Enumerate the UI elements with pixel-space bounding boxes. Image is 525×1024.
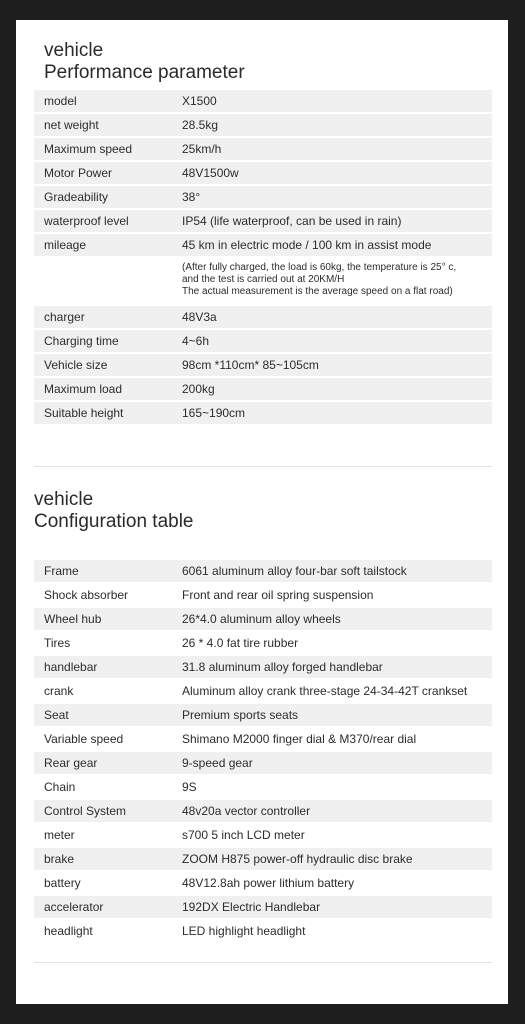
- row-label: Rear gear: [44, 756, 98, 770]
- row-value: 25km/h: [182, 142, 222, 156]
- configuration-table: [34, 560, 492, 944]
- table-row: [34, 752, 492, 774]
- row-value: IP54 (life waterproof, can be used in rain): [182, 214, 402, 228]
- row-value: 192DX Electric Handlebar: [182, 900, 321, 914]
- row-label: meter: [44, 828, 75, 842]
- table-row: [34, 872, 492, 894]
- row-label: Wheel hub: [44, 612, 102, 626]
- row-label: charger: [44, 310, 85, 324]
- table-row: [34, 848, 492, 870]
- row-label: brake: [44, 852, 75, 866]
- row-value: 26*4.0 aluminum alloy wheels: [182, 612, 341, 626]
- row-label: Maximum load: [44, 382, 123, 396]
- configuration-title: [34, 489, 194, 533]
- row-label: Frame: [44, 564, 79, 578]
- row-label: accelerator: [44, 900, 104, 914]
- row-label: model: [44, 94, 77, 108]
- row-label: Maximum speed: [44, 142, 133, 156]
- table-row: [34, 608, 492, 630]
- row-value: LED highlight headlight: [182, 924, 306, 938]
- table-row: [34, 584, 492, 606]
- row-label: Chain: [44, 780, 76, 794]
- table-row: [34, 656, 492, 678]
- row-label: Variable speed: [44, 732, 124, 746]
- table-row: [34, 210, 492, 232]
- row-value: 165~190cm: [182, 406, 246, 420]
- table-row: [34, 186, 492, 208]
- row-value: Premium sports seats: [182, 708, 299, 722]
- row-label: crank: [44, 684, 74, 698]
- row-label: waterproof level: [44, 214, 129, 228]
- row-label: headlight: [44, 924, 93, 938]
- table-row: [34, 800, 492, 822]
- row-value: 6061 aluminum alloy four-bar soft tailstock: [182, 564, 407, 578]
- table-row: [34, 330, 492, 352]
- table-row: [34, 680, 492, 702]
- note-line: and the test is carried out at 20KM/H: [182, 274, 345, 285]
- table-row: [34, 560, 492, 582]
- row-value: 48v20a vector controller: [182, 804, 311, 818]
- row-label: Vehicle size: [44, 358, 108, 372]
- row-value: 28.5kg: [182, 118, 219, 132]
- row-value: 200kg: [182, 382, 215, 396]
- note-line: (After fully charged, the load is 60kg, the temperature is 25° c,: [182, 262, 457, 273]
- row-value: 38°: [182, 190, 201, 204]
- row-value: 98cm *110cm* 85~105cm: [182, 358, 319, 372]
- row-value: X1500: [182, 94, 217, 108]
- row-value: 31.8 aluminum alloy forged handlebar: [182, 660, 383, 674]
- row-value: 9-speed gear: [182, 756, 253, 770]
- row-value: 26 * 4.0 fat tire rubber: [182, 636, 299, 650]
- row-label: Motor Power: [44, 166, 113, 180]
- table-row: [34, 138, 492, 160]
- table-row: [34, 402, 492, 424]
- table-row: [34, 704, 492, 726]
- row-value: 45 km in electric mode / 100 km in assist mode: [182, 238, 432, 252]
- row-label: battery: [44, 876, 81, 890]
- row-label: handlebar: [44, 660, 98, 674]
- table-row: [34, 354, 492, 376]
- row-label: net weight: [44, 118, 99, 132]
- table-row: [34, 776, 492, 798]
- row-label: Suitable height: [44, 406, 124, 420]
- row-label: Gradeability: [44, 190, 109, 204]
- row-value: 48V12.8ah power lithium battery: [182, 876, 355, 890]
- table-row: [34, 824, 492, 846]
- table-row: [34, 90, 492, 112]
- table-row: [34, 632, 492, 654]
- row-value: Aluminum alloy crank three-stage 24-34-42T crankset: [182, 684, 468, 698]
- performance-title-line1: vehicle: [44, 40, 104, 61]
- row-value: 48V3a: [182, 310, 217, 324]
- performance-title-line2: Performance parameter: [44, 62, 245, 83]
- table-row: [34, 306, 492, 328]
- row-value: Shimano M2000 finger dial & M370/rear dial: [182, 732, 417, 746]
- section-divider: [34, 466, 492, 467]
- performance-title: [44, 40, 245, 84]
- row-label: mileage: [44, 238, 87, 252]
- table-row: [34, 728, 492, 750]
- row-label: Control System: [44, 804, 127, 818]
- mileage-note: [34, 258, 492, 304]
- table-row: [34, 162, 492, 184]
- table-row: [34, 896, 492, 918]
- mileage-note-text: [182, 262, 456, 298]
- row-label: Seat: [44, 708, 69, 722]
- row-value: 9S: [182, 780, 197, 794]
- table-row: [34, 378, 492, 400]
- row-value: ZOOM H875 power-off hydraulic disc brake: [182, 852, 413, 866]
- row-label: Tires: [44, 636, 71, 650]
- note-line: The actual measurement is the average speed on a flat road): [182, 286, 453, 297]
- table-row: [34, 920, 492, 942]
- performance-table: [34, 90, 492, 426]
- row-value: 4~6h: [182, 334, 210, 348]
- row-label: Shock absorber: [44, 588, 129, 602]
- table-row: [34, 114, 492, 136]
- configuration-title-line1: vehicle: [34, 489, 94, 510]
- bottom-divider: [34, 962, 492, 963]
- configuration-title-line2: Configuration table: [34, 511, 194, 532]
- row-value: Front and rear oil spring suspension: [182, 588, 374, 602]
- table-row: [34, 234, 492, 256]
- spec-sheet: [16, 20, 508, 1004]
- row-value: s700 5 inch LCD meter: [182, 828, 305, 842]
- row-label: Charging time: [44, 334, 119, 348]
- row-value: 48V1500w: [182, 166, 239, 180]
